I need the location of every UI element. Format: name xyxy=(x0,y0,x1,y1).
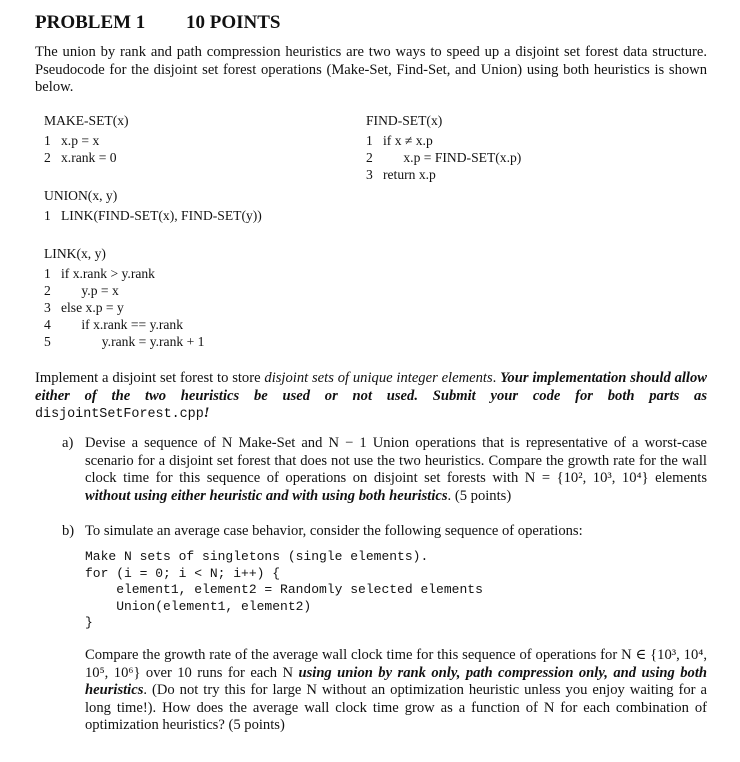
link-line-5: 5 y.rank = y.rank + 1 xyxy=(44,334,205,349)
code-line-2: for (i = 0; i < N; i++) { xyxy=(85,565,281,581)
find-set-line-3: 3 return x.p xyxy=(366,167,436,182)
make-set-header: MAKE-SET(x) xyxy=(44,113,129,128)
part-b-paragraph xyxy=(85,647,707,735)
link-block xyxy=(44,246,204,350)
part-b-text-1: Compare the growth rate of the average wall clock time for this sequence of operations for N ∈ {10³, 10⁴, 10⁵, 10⁶} over 10 runs for each N xyxy=(85,647,707,681)
task-bold-italic: Your implementation should allow either of the two heuristics be used or not used. Submit your code for both parts as xyxy=(35,370,708,404)
link-line-2: 2 y.p = x xyxy=(44,283,119,298)
part-a-label: a) xyxy=(62,435,74,451)
union-line-1: 1 LINK(FIND-SET(x), FIND-SET(y)) xyxy=(44,208,262,223)
part-b-intro: To simulate an average case behavior, consider the following sequence of operations: xyxy=(85,523,583,539)
make-set-line-2: 2 x.rank = 0 xyxy=(44,150,117,165)
link-line-3: 3 else x.p = y xyxy=(44,300,124,315)
part-b-emphasis: using union by rank only, path compression only, and using both heuristics xyxy=(85,664,707,699)
part-b-text-2: . (Do not try this for large N without an optimization heuristic unless you enjoy waiting for a long time!). How does the average wall clock time grow as a function of N for each combination of optimization heuristics? (5 points) xyxy=(85,682,707,734)
union-block xyxy=(44,188,262,224)
make-set-line-1: 1 x.p = x xyxy=(44,133,100,148)
task-text-1: Implement a disjoint set forest to store xyxy=(35,370,265,386)
link-line-1: 1 if x.rank > y.rank xyxy=(44,266,155,281)
problem-label: PROBLEM 1 xyxy=(35,12,146,33)
part-b-code-block xyxy=(85,549,483,632)
part-a-emphasis: without using either heuristic and with using both heuristics xyxy=(85,487,448,504)
code-line-1: Make N sets of singletons (single elements). xyxy=(85,549,429,564)
part-b-label: b) xyxy=(62,523,75,539)
find-set-line-2: 2 x.p = FIND-SET(x.p) xyxy=(366,150,522,165)
link-line-4: 4 if x.rank == y.rank xyxy=(44,317,184,332)
task-italic: disjoint sets of unique integer elements xyxy=(264,370,493,386)
union-header: UNION(x, y) xyxy=(44,188,118,203)
task-text-2: . xyxy=(492,370,501,386)
find-set-block xyxy=(366,113,521,183)
part-a-text xyxy=(85,435,707,505)
make-set-block xyxy=(44,113,129,166)
find-set-header: FIND-SET(x) xyxy=(366,113,443,128)
code-line-4: Union(element1, element2) xyxy=(85,598,312,614)
code-line-3: element1, element2 = Randomly selected elements xyxy=(85,582,483,597)
link-header: LINK(x, y) xyxy=(44,246,106,261)
code-line-5: } xyxy=(85,615,93,630)
task-paragraph xyxy=(35,370,707,424)
find-set-line-1: 1 if x ≠ x.p xyxy=(366,133,433,148)
filename: disjointSetForest.cpp xyxy=(35,407,204,423)
intro-paragraph: The union by rank and path compression heuristics are two ways to speed up a disjoint set forest data structure. Pseudocode for the disjoint set forest operations (Make-Set, Find-Set, and Union) using both heuristics is shown below. xyxy=(35,44,707,96)
points-label: 10 POINTS xyxy=(186,12,281,33)
part-a-points: . (5 points) xyxy=(447,487,512,504)
task-end: ! xyxy=(203,405,210,422)
part-a-body: Devise a sequence of N Make-Set and N − 1 Union operations that is representative of a worst-case scenario for a disjoint set forest that does not use the two heuristics. Compare the growth rate for the wall clock time for this sequence of operations on disjoint set forests with N = {10², 10³, 10⁴} elements xyxy=(85,435,707,487)
